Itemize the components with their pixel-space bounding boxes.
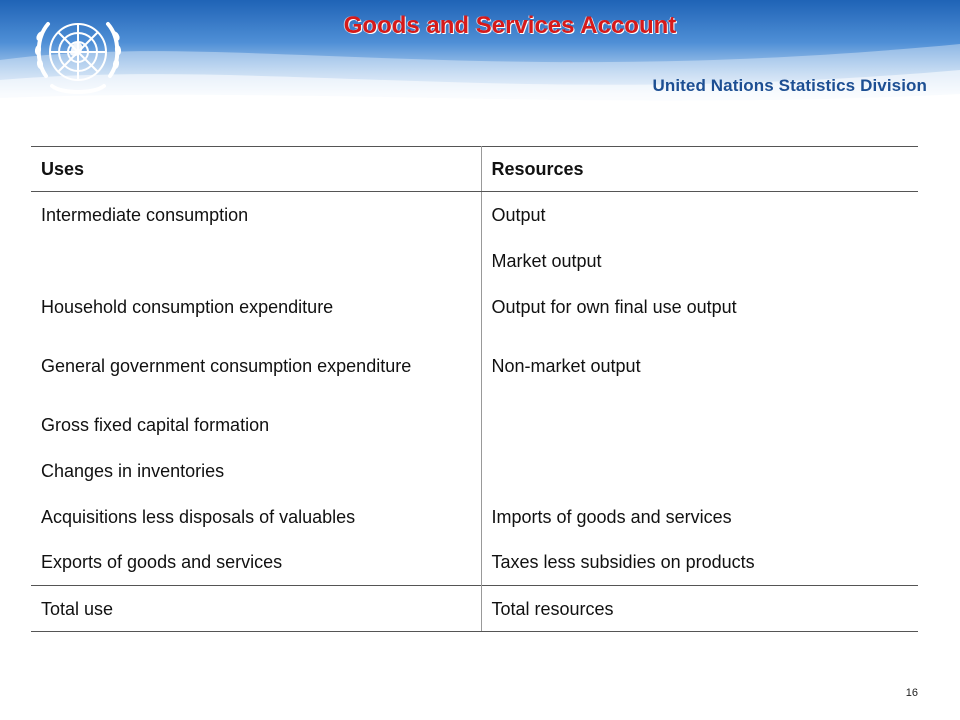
resources-cell: Non-market output	[491, 355, 641, 376]
uses-cell: General government consumption expenditure	[31, 330, 481, 402]
organization-name: United Nations Statistics Division	[652, 76, 927, 95]
uses-cell: Acquisitions less disposals of valuables	[31, 494, 481, 540]
resources-cell: Taxes less subsidies on products	[491, 552, 755, 573]
page-number: 16	[905, 687, 918, 699]
table-row	[31, 494, 918, 540]
table-row	[31, 284, 918, 330]
uses-cell: Changes in inventories	[31, 448, 481, 494]
table-header-row	[31, 147, 918, 192]
table-row	[31, 402, 918, 448]
table-row	[31, 192, 918, 238]
resources-cell	[481, 402, 918, 448]
uses-cell: Exports of goods and services	[31, 540, 481, 586]
resources-cell: Imports of goods and services	[491, 506, 732, 527]
uses-cell: Household consumption expenditure	[31, 284, 481, 330]
total-resources-cell: Total resources	[481, 586, 918, 632]
table-row	[31, 238, 918, 284]
uses-cell: Gross fixed capital formation	[31, 402, 481, 448]
slide-title: Goods and Services Account	[343, 12, 677, 39]
total-use-cell: Total use	[31, 586, 481, 632]
slide-header	[0, 0, 960, 112]
table-row	[31, 540, 918, 586]
table-row	[31, 448, 918, 494]
resources-cell: Market output	[491, 250, 602, 271]
resources-cell: Output	[491, 204, 546, 225]
uses-cell: Intermediate consumption	[31, 192, 481, 238]
table-row	[31, 330, 918, 402]
column-header-uses: Uses	[31, 147, 481, 192]
column-header-resources: Resources	[481, 147, 918, 192]
resources-cell	[481, 448, 918, 494]
uses-cell	[31, 238, 481, 284]
resources-cell: Output for own final use output	[491, 296, 737, 317]
goods-services-account-table	[31, 146, 918, 632]
table-total-row	[31, 586, 918, 632]
